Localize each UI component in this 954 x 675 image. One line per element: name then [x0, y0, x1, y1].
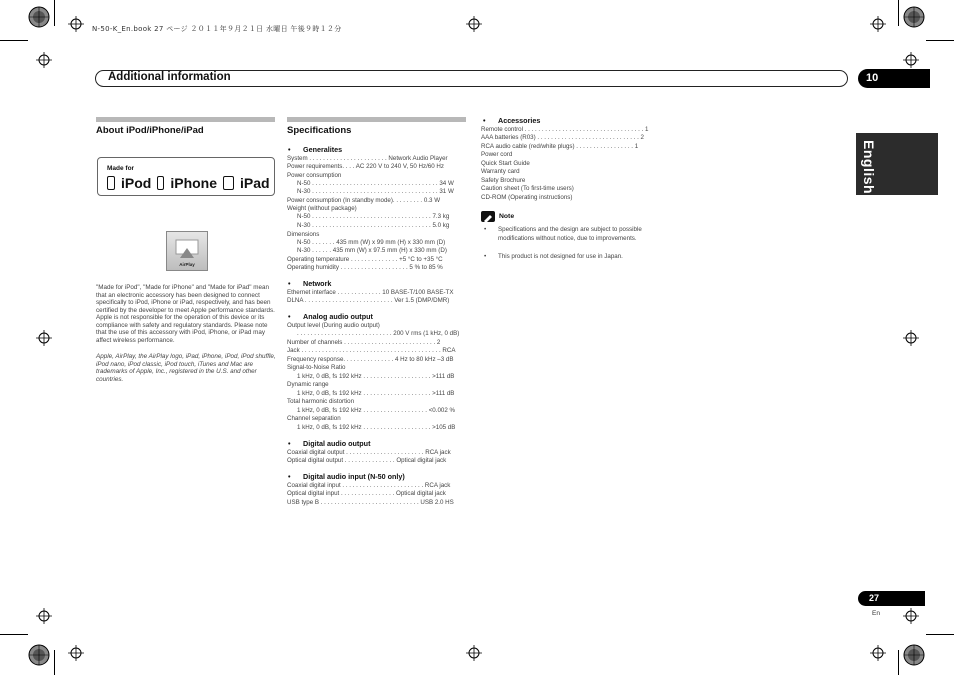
spec-row: N-50 . . . . . . . . . . . . . . . . . . . . . . . . . . . . . . . . . . . 7.3 kg — [297, 213, 450, 220]
bullet: • — [484, 226, 487, 233]
bullet: • — [288, 439, 291, 448]
device-iphone: iPhone — [170, 175, 218, 191]
spec-row: N-50 . . . . . . . . . . . . . . . . . . . . . . . . . . . . . . . . . . . . . 34 W — [297, 180, 454, 187]
device-ipod: iPod — [121, 175, 152, 191]
crosshair-mark — [466, 645, 482, 661]
registration-mark-top-left — [28, 6, 50, 28]
note-item: This product is not designed for use in Japan. — [498, 253, 623, 260]
iphone-icon — [157, 176, 164, 190]
spec-accessories-title: Accessories — [498, 116, 541, 125]
column-rule — [96, 117, 275, 122]
spec-row: Power consumption (In standby mode). . . . . . . . . 0.3 W — [287, 197, 441, 204]
bullet: • — [288, 472, 291, 481]
spec-row: Number of channels . . . . . . . . . . . . . . . . . . . . . . . . . . . 2 — [287, 339, 441, 346]
crosshair-mark — [36, 330, 52, 346]
spec-row: N-30 . . . . . . 435 mm (W) x 97.5 mm (H) x 330 mm (D) — [297, 247, 447, 254]
spec-row: Operating humidity . . . . . . . . . . . . . . . . . . . . 5 % to 85 % — [287, 264, 443, 271]
crosshair-mark — [36, 608, 52, 624]
spec-row: Ethernet interface . . . . . . . . . . . . . 10 BASE-T/100 BASE-TX — [287, 289, 454, 296]
crosshair-mark — [36, 52, 52, 68]
made-for-paragraph: "Made for iPod", "Made for iPhone" and "Made for iPad" mean that an electronic accessory has been designed to connect specifically to iPod, iPhone or iPad, respectively, and has been certified by the developer to meet Apple performance standards. Apple is not responsible for the operation of this device or its compliance with safety and regulatory standards. Please note that the use of this accessory with iPod, iPhone, or iPad may affect wireless performance. — [96, 284, 275, 344]
spec-row: . . . . . . . . . . . . . . . . . . . . . . . . . . . . 200 V rms (1 kHz, 0 dB) — [297, 330, 460, 337]
registration-mark-bottom-right — [903, 644, 925, 666]
airplay-label: AirPlay — [179, 262, 195, 267]
crosshair-mark — [870, 645, 886, 661]
spec-row: Dynamic range — [287, 381, 329, 388]
crosshair-mark — [903, 608, 919, 624]
made-for-label: Made for — [107, 165, 135, 172]
spec-row: 1 kHz, 0 dB, fs 192 kHz . . . . . . . . . . . . . . . . . . . . >111 dB — [297, 390, 455, 397]
spec-row: Coaxial digital output . . . . . . . . . . . . . . . . . . . . . . . RCA jack — [287, 449, 451, 456]
page-number: 27 — [869, 593, 880, 603]
bullet: • — [288, 145, 291, 154]
print-header: N-50-K_En.book 27 ページ ２０１１年９月２１日 水曜日 午後９時１２分 — [92, 25, 342, 33]
column-rule — [287, 117, 466, 122]
crop-line — [54, 0, 55, 26]
spec-row: Total harmonic distortion — [287, 398, 355, 405]
spec-generalites-title: Generalites — [303, 145, 343, 154]
spec-row: Safety Brochure — [481, 177, 526, 184]
crosshair-mark — [68, 16, 84, 32]
spec-row: Warranty card — [481, 168, 520, 175]
spec-row: Power requirements. . . . AC 220 V to 240 V, 50 Hz/60 Hz — [287, 163, 444, 170]
spec-row: Power consumption — [287, 172, 342, 179]
airplay-logo — [166, 231, 208, 271]
ipad-icon — [223, 176, 234, 190]
spec-digital-out-title: Digital audio output — [303, 439, 371, 448]
spec-row: Dimensions — [287, 231, 320, 238]
spec-row: 1 kHz, 0 dB, fs 192 kHz . . . . . . . . . . . . . . . . . . . . >111 dB — [297, 373, 455, 380]
spec-row: 1 kHz, 0 dB, fs 192 kHz . . . . . . . . . . . . . . . . . . . . >105 dB — [297, 424, 456, 431]
spec-row: Coaxial digital input . . . . . . . . . . . . . . . . . . . . . . . . RCA jack — [287, 482, 451, 489]
bullet: • — [288, 279, 291, 288]
spec-network-title: Network — [303, 279, 332, 288]
crosshair-mark — [68, 645, 84, 661]
spec-row: Jack . . . . . . . . . . . . . . . . . . . . . . . . . . . . . . . . . . . . . . . . . RCA — [287, 347, 456, 354]
spec-row: Frequency response. . . . . . . . . . . . . . . 4 Hz to 80 kHz –3 dB — [287, 356, 454, 363]
spec-row: System . . . . . . . . . . . . . . . . . . . . . . . Network Audio Player — [287, 155, 448, 162]
bullet: • — [484, 253, 487, 260]
spec-row: CD-ROM (Operating instructions) — [481, 194, 573, 201]
spec-digital-in-title: Digital audio input (N-50 only) — [303, 472, 405, 481]
spec-row: Optical digital output . . . . . . . . . . . . . . . Optical digital jack — [287, 457, 447, 464]
made-for-badge — [97, 157, 275, 196]
spec-row: AAA batteries (R03) . . . . . . . . . . . . . . . . . . . . . . . . . . . . . . 2 — [481, 134, 644, 141]
spec-row: Power cord — [481, 151, 513, 158]
spec-row: Output level (During audio output) — [287, 322, 380, 329]
note-icon — [481, 211, 495, 222]
crop-line — [926, 40, 954, 41]
chapter-number: 10 — [866, 72, 879, 84]
crop-line — [0, 634, 28, 635]
spec-analog-title: Analog audio output — [303, 312, 373, 321]
spec-row: N-50 . . . . . . . 435 mm (W) x 99 mm (H) x 330 mm (D) — [297, 239, 446, 246]
crop-line — [898, 0, 899, 26]
spec-row: Caution sheet (To first-time users) — [481, 185, 574, 192]
ipod-icon — [107, 176, 115, 190]
bullet: • — [288, 312, 291, 321]
crosshair-mark — [903, 52, 919, 68]
registration-mark-bottom-left — [28, 644, 50, 666]
spec-row: RCA audio cable (red/white plugs) . . . . . . . . . . . . . . . . . 1 — [481, 143, 639, 150]
spec-row: 1 kHz, 0 dB, fs 192 kHz . . . . . . . . . . . . . . . . . . . <0.002 % — [297, 407, 456, 414]
spec-row: USB type B . . . . . . . . . . . . . . . . . . . . . . . . . . . . . USB 2.0 HS — [287, 499, 454, 506]
spec-row: Quick Start Guide — [481, 160, 530, 167]
bullet: • — [483, 116, 486, 125]
spec-row: Operating temperature . . . . . . . . . . . . . . +5 °C to +35 °C — [287, 256, 443, 263]
page-language-code: En — [872, 610, 880, 617]
section-title: Additional information — [108, 71, 231, 83]
crop-line — [0, 40, 28, 41]
spec-row: DLNA . . . . . . . . . . . . . . . . . . . . . . . . . . Ver 1.5 (DMP/DMR) — [287, 297, 450, 304]
spec-row: Weight (without package) — [287, 205, 357, 212]
spec-row: N-30 . . . . . . . . . . . . . . . . . . . . . . . . . . . . . . . . . . . . . 31 W — [297, 188, 454, 195]
crosshair-mark — [903, 330, 919, 346]
spec-row: N-30 . . . . . . . . . . . . . . . . . . . . . . . . . . . . . . . . . . . 5.0 kg — [297, 222, 450, 229]
spec-row: Signal-to-Noise Ratio — [287, 364, 346, 371]
registration-mark-top-right — [903, 6, 925, 28]
crosshair-mark — [870, 16, 886, 32]
ipod-heading: About iPod/iPhone/iPad — [96, 125, 204, 136]
trademark-paragraph: Apple, AirPlay, the AirPlay logo, iPad, iPhone, iPod, iPod shuffle, iPod nano, iPod classic, iPod touch, iTunes and Mac are trademarks of Apple, Inc., registered in the U.S. and other countries. — [96, 353, 276, 383]
device-list — [107, 175, 270, 191]
specifications-heading: Specifications — [287, 125, 352, 136]
spec-row: Optical digital input . . . . . . . . . . . . . . . . Optical digital jack — [287, 490, 446, 497]
device-ipad: iPad — [240, 175, 270, 191]
crop-line — [54, 650, 55, 675]
note-item: Specifications and the design are subject to possible modifications without notice, due to improvements. — [498, 226, 642, 242]
language-tab-label: English — [861, 140, 877, 195]
crop-line — [926, 634, 954, 635]
spec-row: Channel separation — [287, 415, 341, 422]
spec-row: Remote control . . . . . . . . . . . . . . . . . . . . . . . . . . . . . . . . . . . 1 — [481, 126, 649, 133]
crop-line — [898, 650, 899, 675]
crosshair-mark — [466, 16, 482, 32]
note-label: Note — [499, 213, 515, 220]
